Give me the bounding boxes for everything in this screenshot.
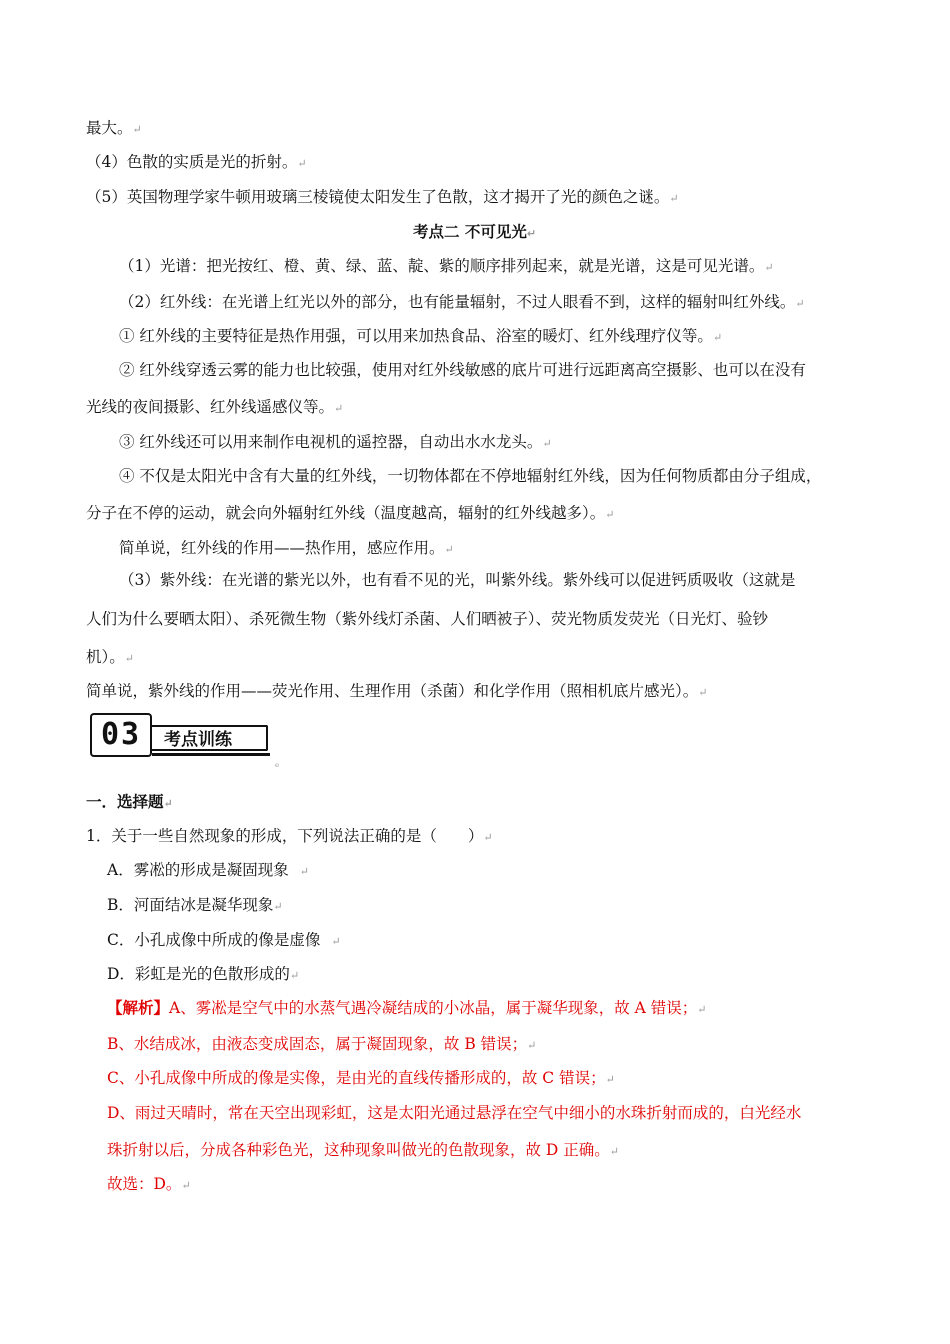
- option-d: D．彩虹是光的色散形成的↵: [107, 965, 300, 983]
- analysis-line-d2: 珠折射以后，分成各种彩色光，这种现象叫做光的色散现象，故 D 正确。↵: [107, 1141, 620, 1159]
- infrared-point-2a: ② 红外线穿透云雾的能力也比较强，使用对红外线敏感的底片可进行远距离高空摄影、也可以在没有: [119, 361, 806, 379]
- infrared-point-4b: 分子在不停的运动，就会向外辐射红外线（温度越高，辐射的红外线越多）。↵: [86, 504, 615, 522]
- exercise-heading: 一．选择题↵: [86, 792, 173, 811]
- analysis-line-a: 【解析】A、雾凇是空气中的水蒸气遇冷凝结成的小冰晶，属于凝华现象，故 A 错误；↵: [107, 998, 707, 1017]
- spectrum-paragraph: （1）光谱：把光按红、橙、黄、绿、蓝、靛、紫的顺序排列起来，就是光谱，这是可见光谱。↵: [119, 257, 774, 275]
- intro-item-5: （5）英国物理学家牛顿用玻璃三棱镜使太阳发生了色散，这才揭开了光的颜色之谜。↵: [86, 188, 679, 206]
- infrared-summary: 简单说，红外线的作用——热作用，感应作用。↵: [119, 539, 454, 557]
- infrared-point-3: ③ 红外线还可以用来制作电视机的遥控器，自动出水水龙头。↵: [119, 433, 552, 451]
- analysis-line-d1: D、雨过天晴时，常在天空出现彩虹，这是太阳光通过悬浮在空气中细小的水珠折射而成的，白光经水: [107, 1104, 802, 1122]
- badge-mark: ₑ: [275, 757, 280, 770]
- ultraviolet-paragraph-a: （3）紫外线：在光谱的紫光以外，也有看不见的光，叫紫外线。紫外线可以促进钙质吸收（这就是: [119, 571, 796, 589]
- analysis-line-c: C、小孔成像中所成的像是实像，是由光的直线传播形成的，故 C 错误；↵: [107, 1069, 615, 1087]
- intro-item-4: （4）色散的实质是光的折射。↵: [86, 153, 307, 171]
- section2-title: 考点二 不可见光↵: [413, 223, 537, 241]
- analysis-tag: 【解析】: [107, 998, 170, 1017]
- infrared-point-1: ① 红外线的主要特征是热作用强，可以用来加热食品、浴室的暖灯、红外线理疗仪等。↵: [119, 327, 723, 345]
- badge-shadow: [152, 753, 270, 756]
- intro-line-top: 最大。↵: [86, 119, 142, 137]
- option-b: B．河面结冰是凝华现象↵: [107, 896, 283, 914]
- ultraviolet-paragraph-b: 人们为什么要晒太阳）、杀死微生物（紫外线灯杀菌、人们晒被子）、荧光物质发荧光（日光灯、验钞: [86, 610, 769, 628]
- answer-line: 故选：D。↵: [107, 1175, 191, 1193]
- infrared-point-2b: 光线的夜间摄影、红外线遥感仪等。↵: [86, 398, 344, 416]
- option-a: A．雾凇的形成是凝固现象 ↵: [107, 861, 309, 879]
- badge-label: 考点训练: [150, 725, 268, 751]
- infrared-paragraph: （2）红外线：在光谱上红光以外的部分，也有能量辐射，不过人眼看不到，这样的辐射叫红外线。↵: [119, 293, 805, 311]
- option-c: C．小孔成像中所成的像是虚像 ↵: [107, 931, 341, 949]
- ultraviolet-summary: 简单说，紫外线的作用——荧光作用、生理作用（杀菌）和化学作用（照相机底片感光）。↵: [86, 682, 708, 700]
- infrared-point-4a: ④ 不仅是太阳光中含有大量的红外线，一切物体都在不停地辐射红外线，因为任何物质都由分子组成，: [119, 467, 822, 485]
- ultraviolet-paragraph-c: 机）。↵: [86, 648, 134, 666]
- badge-number: 03: [90, 713, 152, 757]
- section-badge: [90, 713, 272, 757]
- question-1: 1．关于一些自然现象的形成，下列说法正确的是（ ）↵: [86, 827, 493, 845]
- analysis-line-b: B、水结成冰，由液态变成固态，属于凝固现象，故 B 错误；↵: [107, 1035, 537, 1053]
